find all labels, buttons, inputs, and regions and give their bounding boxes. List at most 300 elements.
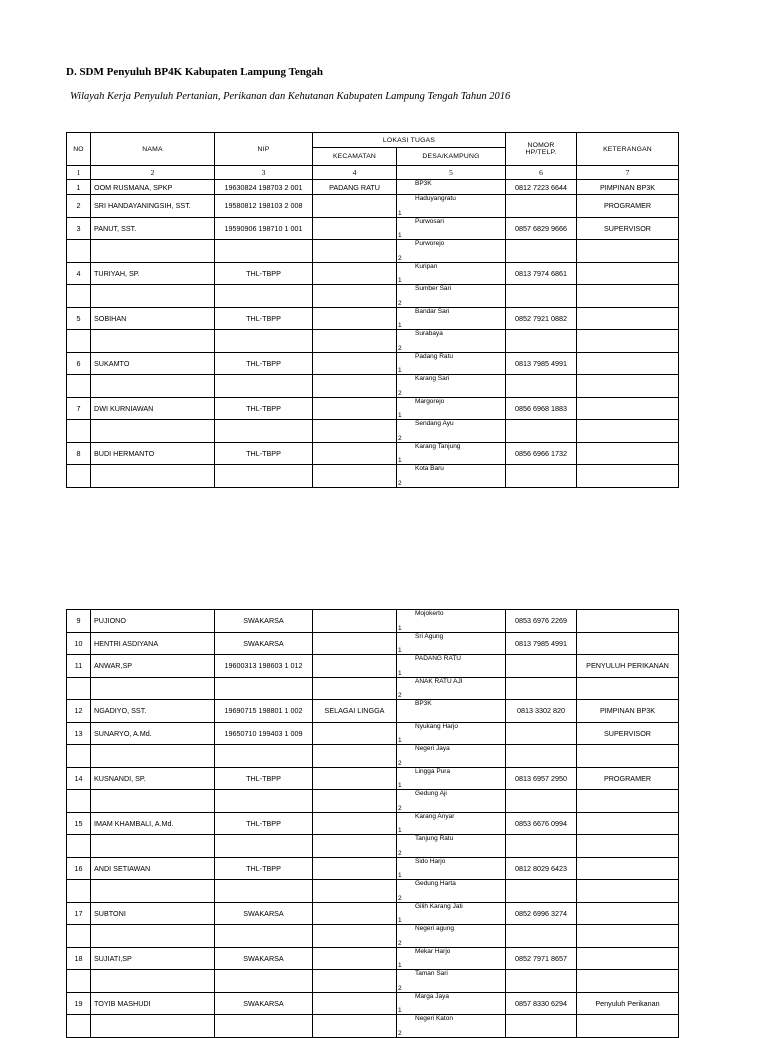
cell-hp: 0857 8330 6294: [506, 992, 577, 1015]
cell-desa: [397, 442, 506, 465]
cell-keterangan: [577, 352, 679, 375]
cell-hp: 0852 7921 0882: [506, 307, 577, 330]
desa-name: Gilih Karang Jati: [415, 902, 463, 910]
cell-keterangan: [577, 285, 679, 308]
table-row: [67, 700, 679, 723]
cell-no: 14: [67, 767, 91, 790]
desa-name: Tanjung Ratu: [415, 835, 454, 842]
cell-keterangan: [577, 397, 679, 420]
desa-name: Surabaya: [415, 330, 443, 337]
desa-name: Margorejo: [415, 397, 445, 405]
cell-nip: [215, 790, 313, 813]
cell-no: [67, 465, 91, 488]
desa-name: Sido Harjo: [415, 857, 446, 865]
desa-name: Sri Agung: [415, 632, 444, 640]
cell-nip: THL-TBPP: [215, 442, 313, 465]
desa-index: 2: [398, 759, 402, 767]
table-row: [67, 925, 679, 948]
cell-nama: OOM RUSMANA, SPKP: [91, 180, 215, 195]
cell-no: 8: [67, 442, 91, 465]
table-row: [67, 397, 679, 420]
cell-nip: SWAKARSA: [215, 610, 313, 633]
cell-kecamatan: [313, 1015, 397, 1038]
cell-nip: THL-TBPP: [215, 857, 313, 880]
cell-nama: [91, 1015, 215, 1038]
cell-desa: [397, 790, 506, 813]
header-row-top: [67, 133, 679, 148]
cell-desa: [397, 767, 506, 790]
col-number: 2: [91, 166, 215, 180]
cell-desa: [397, 397, 506, 420]
desa-index: 2: [398, 344, 402, 352]
cell-keterangan: [577, 902, 679, 925]
table-row: [67, 240, 679, 263]
cell-desa: [397, 180, 506, 195]
cell-nama: [91, 677, 215, 700]
cell-hp: [506, 1015, 577, 1038]
desa-index: 2: [398, 804, 402, 812]
cell-nama: PANUT, SST.: [91, 217, 215, 240]
cell-hp: 0857 6829 9666: [506, 217, 577, 240]
cell-nama: [91, 375, 215, 398]
cell-hp: [506, 285, 577, 308]
cell-nama: SOBIHAN: [91, 307, 215, 330]
desa-index: 2: [398, 254, 402, 262]
desa-index: 1: [398, 624, 402, 632]
cell-no: [67, 790, 91, 813]
cell-nip: THL-TBPP: [215, 307, 313, 330]
desa-index: 1: [398, 209, 402, 217]
col-number: 7: [577, 166, 679, 180]
cell-nip: SWAKARSA: [215, 902, 313, 925]
cell-nama: [91, 285, 215, 308]
desa-index: 1: [398, 782, 402, 789]
desa-index: 2: [398, 984, 402, 992]
cell-hp: 0852 7971 8657: [506, 947, 577, 970]
cell-nip: [215, 375, 313, 398]
cell-nama: [91, 835, 215, 858]
cell-kecamatan: [313, 375, 397, 398]
cell-nip: [215, 240, 313, 263]
cell-hp: 0813 6957 2950: [506, 767, 577, 790]
cell-nama: SUBTONI: [91, 902, 215, 925]
col-number: 4: [313, 166, 397, 180]
cell-kecamatan: [313, 352, 397, 375]
cell-desa: [397, 352, 506, 375]
cell-desa: [397, 375, 506, 398]
cell-nama: TURIYAH, SP.: [91, 262, 215, 285]
cell-keterangan: [577, 745, 679, 768]
cell-no: 3: [67, 217, 91, 240]
cell-hp: [506, 655, 577, 678]
cell-desa: [397, 857, 506, 880]
cell-hp: 0856 6966 1732: [506, 442, 577, 465]
desa-index: 2: [398, 849, 402, 857]
cell-keterangan: [577, 835, 679, 858]
col-number: 1: [67, 166, 91, 180]
desa-name: Karang Anyar: [415, 812, 455, 820]
table-row: [67, 902, 679, 925]
desa-name: Lingga Pura: [415, 767, 451, 775]
cell-keterangan: PIMPINAN BP3K: [577, 700, 679, 723]
cell-kecamatan: [313, 880, 397, 903]
desa-name: Purworejo: [415, 240, 445, 247]
table-row: [67, 790, 679, 813]
desa-index: 1: [398, 322, 402, 329]
cell-nip: THL-TBPP: [215, 262, 313, 285]
cell-keterangan: [577, 465, 679, 488]
desa-name: Bandar Sari: [415, 307, 450, 315]
cell-nip: [215, 880, 313, 903]
cell-keterangan: Penyuluh Perikanan: [577, 992, 679, 1015]
cell-kecamatan: [313, 947, 397, 970]
cell-kecamatan: [313, 632, 397, 655]
cell-kecamatan: [313, 902, 397, 925]
cell-no: 4: [67, 262, 91, 285]
cell-hp: [506, 677, 577, 700]
cell-keterangan: PROGRAMER: [577, 195, 679, 218]
cell-nip: THL-TBPP: [215, 352, 313, 375]
cell-desa: [397, 465, 506, 488]
desa-index: 1: [398, 917, 402, 924]
table-row: [67, 677, 679, 700]
desa-index: 1: [398, 827, 402, 834]
desa-name: Kuripan: [415, 262, 438, 270]
cell-nip: THL-TBPP: [215, 767, 313, 790]
cell-keterangan: [577, 925, 679, 948]
cell-no: 1: [67, 180, 91, 195]
cell-keterangan: [577, 880, 679, 903]
cell-hp: [506, 790, 577, 813]
cell-kecamatan: [313, 812, 397, 835]
cell-kecamatan: SELAGAI LINGGA: [313, 700, 397, 723]
cell-no: [67, 375, 91, 398]
table-row: [67, 1015, 679, 1038]
cell-no: 6: [67, 352, 91, 375]
desa-name: Karang Sari: [415, 375, 450, 382]
cell-hp: [506, 745, 577, 768]
col-number: 5: [397, 166, 506, 180]
column-number-row: [67, 166, 679, 180]
cell-desa: [397, 307, 506, 330]
cell-nama: IMAM KHAMBALI, A.Md.: [91, 812, 215, 835]
cell-keterangan: PENYULUH PERIKANAN: [577, 655, 679, 678]
table-row: [67, 465, 679, 488]
desa-name: Gedung Harta: [415, 880, 456, 887]
cell-hp: 0856 6968 1883: [506, 397, 577, 420]
cell-nama: ANWAR,SP: [91, 655, 215, 678]
cell-desa: [397, 745, 506, 768]
cell-no: [67, 1015, 91, 1038]
desa-name: PADANG RATU: [415, 655, 461, 662]
table-row: [67, 655, 679, 678]
cell-nip: [215, 330, 313, 353]
table-row: [67, 442, 679, 465]
cell-keterangan: [577, 420, 679, 443]
desa-name: Negeri Katon: [415, 1015, 453, 1022]
cell-kecamatan: [313, 217, 397, 240]
cell-no: [67, 677, 91, 700]
cell-keterangan: [577, 790, 679, 813]
cell-nip: 19690715 198801 1 002: [215, 700, 313, 723]
desa-index: 1: [398, 669, 402, 677]
desa-name: Mekar Harjo: [415, 947, 451, 955]
table-row: [67, 947, 679, 970]
cell-desa: [397, 677, 506, 700]
cell-hp: [506, 835, 577, 858]
cell-nama: [91, 240, 215, 263]
cell-kecamatan: [313, 925, 397, 948]
cell-keterangan: PIMPINAN BP3K: [577, 180, 679, 195]
table-row: [67, 180, 679, 195]
cell-desa: [397, 925, 506, 948]
desa-index: 1: [398, 647, 402, 654]
cell-nama: BUDI HERMANTO: [91, 442, 215, 465]
cell-nama: [91, 330, 215, 353]
desa-index: 2: [398, 479, 402, 487]
cell-hp: 0853 6676 0994: [506, 812, 577, 835]
cell-desa: [397, 217, 506, 240]
cell-nip: [215, 925, 313, 948]
cell-nama: SUJIATI,SP: [91, 947, 215, 970]
desa-name: Padang Ratu: [415, 352, 453, 360]
cell-desa: [397, 880, 506, 903]
cell-kecamatan: [313, 655, 397, 678]
cell-nip: [215, 420, 313, 443]
cell-nip: [215, 835, 313, 858]
cell-no: 15: [67, 812, 91, 835]
cell-nama: ANDI SETIAWAN: [91, 857, 215, 880]
cell-keterangan: [577, 1015, 679, 1038]
cell-desa: [397, 992, 506, 1015]
desa-name: Gedung Aji: [415, 790, 447, 797]
cell-nip: [215, 970, 313, 993]
cell-nama: [91, 465, 215, 488]
cell-keterangan: [577, 262, 679, 285]
cell-kecamatan: [313, 767, 397, 790]
desa-index: 1: [398, 962, 402, 969]
col-header-nomor: [506, 133, 577, 166]
cell-no: 12: [67, 700, 91, 723]
staff-table-page-1: [66, 132, 679, 488]
col-header-nip: NIP: [215, 133, 313, 166]
staff-table-page-2: [66, 609, 679, 1038]
cell-no: [67, 835, 91, 858]
desa-index: 2: [398, 299, 402, 307]
cell-nip: 19650710 199403 1 009: [215, 722, 313, 745]
desa-name: Haduyangratu: [415, 195, 456, 202]
table-row: [67, 330, 679, 353]
desa-name: Negeri Jaya: [415, 745, 450, 752]
cell-nip: [215, 745, 313, 768]
col-header-desa: DESA/KAMPUNG: [397, 148, 506, 166]
desa-name: Purwosari: [415, 217, 444, 225]
cell-nip: 19600313 198603 1 012: [215, 655, 313, 678]
cell-keterangan: SUPERVISOR: [577, 722, 679, 745]
cell-nama: [91, 420, 215, 443]
cell-nip: [215, 285, 313, 308]
cell-no: 11: [67, 655, 91, 678]
cell-hp: [506, 465, 577, 488]
desa-name: Kota Baru: [415, 465, 444, 472]
cell-no: 19: [67, 992, 91, 1015]
cell-desa: [397, 812, 506, 835]
table-row: [67, 970, 679, 993]
cell-no: 10: [67, 632, 91, 655]
cell-kecamatan: [313, 992, 397, 1015]
cell-nip: THL-TBPP: [215, 812, 313, 835]
desa-index: 1: [398, 1007, 402, 1014]
cell-desa: [397, 970, 506, 993]
desa-index: 1: [398, 232, 402, 239]
cell-keterangan: [577, 240, 679, 263]
cell-hp: 0812 7223 6644: [506, 180, 577, 195]
cell-kecamatan: [313, 285, 397, 308]
cell-nip: 19590906 198710 1 001: [215, 217, 313, 240]
desa-name: Sumber Sari: [415, 285, 452, 292]
cell-no: 13: [67, 722, 91, 745]
cell-nama: [91, 925, 215, 948]
desa-index: 2: [398, 692, 402, 699]
cell-kecamatan: [313, 442, 397, 465]
table-row: [67, 880, 679, 903]
cell-no: 2: [67, 195, 91, 218]
cell-kecamatan: [313, 262, 397, 285]
desa-name: Nyukang Harjo: [415, 722, 458, 730]
col-header-nama: NAMA: [91, 133, 215, 166]
cell-hp: [506, 880, 577, 903]
table-row: [67, 420, 679, 443]
cell-desa: [397, 655, 506, 678]
cell-hp: 0813 3302 820: [506, 700, 577, 723]
table-row: [67, 632, 679, 655]
cell-kecamatan: [313, 420, 397, 443]
table-row: [67, 262, 679, 285]
col-header-lokasi: LOKASI TUGAS: [313, 133, 506, 148]
cell-no: 17: [67, 902, 91, 925]
cell-kecamatan: [313, 397, 397, 420]
cell-no: 7: [67, 397, 91, 420]
cell-desa: [397, 1015, 506, 1038]
cell-desa: [397, 420, 506, 443]
cell-keterangan: SUPERVISOR: [577, 217, 679, 240]
desa-index: 2: [398, 939, 402, 947]
table-row: [67, 722, 679, 745]
cell-kecamatan: [313, 465, 397, 488]
document-title: D. SDM Penyuluh BP4K Kabupaten Lampung Tengah: [66, 66, 324, 78]
desa-name: Karang Tanjung: [415, 442, 461, 450]
cell-no: [67, 745, 91, 768]
cell-hp: [506, 375, 577, 398]
cell-nip: [215, 677, 313, 700]
table-row: [67, 307, 679, 330]
cell-hp: [506, 195, 577, 218]
cell-desa: [397, 947, 506, 970]
cell-kecamatan: [313, 307, 397, 330]
col-number: 6: [506, 166, 577, 180]
col-header-kecamatan: KECAMATAN: [313, 148, 397, 166]
cell-no: 9: [67, 610, 91, 633]
table-row: [67, 745, 679, 768]
cell-desa: [397, 262, 506, 285]
desa-name: Taman Sari: [415, 970, 448, 977]
cell-nip: SWAKARSA: [215, 947, 313, 970]
cell-desa: [397, 195, 506, 218]
cell-keterangan: [577, 442, 679, 465]
cell-desa: [397, 700, 506, 723]
desa-index: 1: [398, 412, 402, 419]
cell-nip: THL-TBPP: [215, 397, 313, 420]
cell-no: [67, 330, 91, 353]
cell-nama: TOYIB MASHUDI: [91, 992, 215, 1015]
table-row: [67, 375, 679, 398]
cell-nama: NGADIYO, SST.: [91, 700, 215, 723]
cell-hp: [506, 970, 577, 993]
cell-nama: [91, 880, 215, 903]
desa-index: 1: [398, 367, 402, 374]
cell-no: 16: [67, 857, 91, 880]
cell-no: [67, 285, 91, 308]
cell-desa: [397, 240, 506, 263]
desa-name: BP3K: [415, 700, 432, 707]
cell-keterangan: [577, 857, 679, 880]
desa-index: 2: [398, 434, 402, 442]
col-header-no: NO: [67, 133, 91, 166]
cell-keterangan: [577, 677, 679, 700]
cell-keterangan: [577, 375, 679, 398]
col-number: 3: [215, 166, 313, 180]
desa-name: Mojokerto: [415, 610, 444, 617]
desa-index: 1: [398, 277, 402, 284]
cell-desa: [397, 285, 506, 308]
cell-keterangan: [577, 610, 679, 633]
cell-desa: [397, 330, 506, 353]
cell-hp: [506, 420, 577, 443]
cell-hp: 0852 6996 3274: [506, 902, 577, 925]
cell-desa: [397, 835, 506, 858]
cell-nama: SUKAMTO: [91, 352, 215, 375]
cell-hp: [506, 330, 577, 353]
desa-index: 1: [398, 872, 402, 879]
cell-desa: [397, 632, 506, 655]
table-row: [67, 857, 679, 880]
desa-index: 1: [398, 737, 402, 744]
cell-kecamatan: [313, 722, 397, 745]
cell-hp: [506, 925, 577, 948]
cell-keterangan: [577, 947, 679, 970]
desa-index: 1: [398, 457, 402, 464]
table-row: [67, 217, 679, 240]
cell-hp: 0853 6976 2269: [506, 610, 577, 633]
cell-kecamatan: [313, 330, 397, 353]
cell-hp: 0813 7985 4991: [506, 352, 577, 375]
cell-nama: [91, 790, 215, 813]
cell-keterangan: PROGRAMER: [577, 767, 679, 790]
cell-nama: SRI HANDAYANINGSIH, SST.: [91, 195, 215, 218]
cell-kecamatan: [313, 195, 397, 218]
desa-index: 2: [398, 1029, 402, 1037]
cell-nama: [91, 970, 215, 993]
cell-no: [67, 925, 91, 948]
cell-nama: [91, 745, 215, 768]
desa-name: Sendang Ayu: [415, 420, 454, 427]
cell-hp: [506, 722, 577, 745]
cell-nip: 19580812 198103 2 008: [215, 195, 313, 218]
col-header-nomor-line2: HP/TELP.: [525, 149, 557, 156]
col-header-keterangan: KETERANGAN: [577, 133, 679, 166]
desa-index: 2: [398, 894, 402, 902]
cell-desa: [397, 902, 506, 925]
